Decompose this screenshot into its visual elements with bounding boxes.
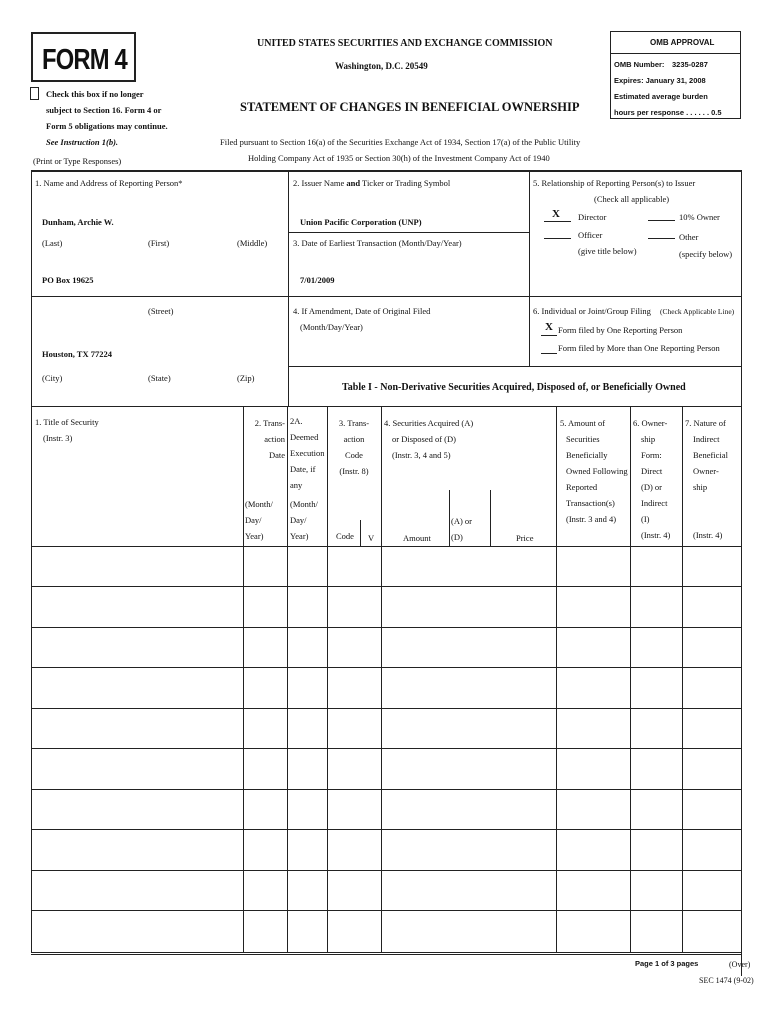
omb-title: OMB APPROVAL <box>650 38 715 47</box>
amendment-label-1: 4. If Amendment, Date of Original Filed <box>293 306 431 316</box>
director-label: Director <box>578 212 607 222</box>
city-label: (City) <box>42 373 63 383</box>
col-nature-indirect: 7. Nature of Indirect Beneficial Owner- ship (Instr. 4) <box>685 418 728 540</box>
first-name-label: (First) <box>148 238 170 248</box>
table1-title: Table I - Non-Derivative Securities Acquired, Disposed of, or Beneficially Owned <box>342 382 686 393</box>
page-count: Page 1 of 3 pages <box>635 959 699 968</box>
sec-form-number: SEC 1474 (9-02) <box>699 976 754 985</box>
ten-percent-owner-label: 10% Owner <box>679 212 720 222</box>
omb-burden-2: hours per response . . . . . . 0.5 <box>614 108 722 117</box>
earliest-transaction-value[interactable]: 7/01/2009 <box>300 275 335 285</box>
issuer-label: 2. Issuer Name and Ticker or Trading Symbol <box>293 178 451 188</box>
col-a-or-d-sub: (A) or (D) <box>451 516 473 542</box>
other-sub-label: (specify below) <box>679 249 733 259</box>
city-value[interactable]: Houston, TX 77224 <box>42 349 112 359</box>
agency-name: UNITED STATES SECURITIES AND EXCHANGE COMMISSION <box>257 38 553 49</box>
col-price-sub: Price <box>516 533 534 543</box>
col-transaction-date-format: (Month/ Day/ Year) <box>245 499 273 541</box>
filing-one-label: Form filed by One Reporting Person <box>558 325 683 335</box>
middle-name-label: (Middle) <box>237 238 268 248</box>
col-securities-acquired: 4. Securities Acquired (A) or Disposed of (D) (Instr. 3, 4 and 5) <box>384 418 474 460</box>
print-type-note: (Print or Type Responses) <box>33 156 122 166</box>
issuer-value[interactable]: Union Pacific Corporation (UNP) <box>300 217 422 227</box>
omb-expires: Expires: January 31, 2008 <box>614 76 706 85</box>
checkbox-instructions: Check this box if no longer subject to Section 16. Form 4 or Form 5 obligations may continue. See Instruction 1(b). <box>46 89 168 147</box>
director-mark[interactable]: X <box>552 208 560 220</box>
omb-number-value: 3235-0287 <box>672 60 708 69</box>
last-name-label: (Last) <box>42 238 63 248</box>
officer-sub-label: (give title below) <box>578 246 637 256</box>
relationship-check: (Check all applicable) <box>594 194 670 204</box>
amendment-label-2: (Month/Day/Year) <box>300 322 363 332</box>
relationship-label: 5. Relationship of Reporting Person(s) to Issuer <box>533 178 696 188</box>
reporting-person-label: 1. Name and Address of Reporting Person* <box>35 178 183 188</box>
officer-label: Officer <box>578 230 603 240</box>
filed-pursuant-line-2: Holding Company Act of 1935 or Section 30(h) of the Investment Company Act of 1940 <box>248 153 550 163</box>
zip-label: (Zip) <box>237 373 255 383</box>
statement-title: STATEMENT OF CHANGES IN BENEFICIAL OWNERSHIP <box>240 100 580 114</box>
street-value[interactable]: PO Box 19625 <box>42 275 94 285</box>
omb-number-label: OMB Number: <box>614 60 665 69</box>
col-amount-sub: Amount <box>403 533 431 543</box>
filed-pursuant-line-1: Filed pursuant to Section 16(a) of the Securities Exchange Act of 1934, Section 17(a) of the Public Utility <box>220 137 581 147</box>
filing-more-label: Form filed by More than One Reporting Person <box>558 343 720 353</box>
earliest-transaction-label: 3. Date of Earliest Transaction (Month/Day/Year) <box>293 238 462 248</box>
col-amount-owned: 5. Amount of Securities Beneficially Owned Following Reported Transaction(s) (Instr. 3 and 4) <box>560 418 628 524</box>
no-longer-subject-checkbox[interactable] <box>30 87 39 100</box>
col-deemed-date-format: (Month/ Day/ Year) <box>290 499 318 541</box>
state-label: (State) <box>148 373 171 383</box>
over-label: (Over) <box>729 960 751 969</box>
other-label: Other <box>679 232 699 242</box>
agency-city: Washington, D.C. 20549 <box>335 61 428 71</box>
street-label: (Street) <box>148 306 174 316</box>
col-v-sub: V <box>368 533 375 543</box>
col-title-of-security: 1. Title of Security (Instr. 3) <box>35 417 99 443</box>
col-transaction-code: 3. Trans- action Code (Instr. 8) <box>338 418 370 476</box>
col-ownership-form: 6. Owner- ship Form: Direct (D) or Indirect (I) (Instr. 4) <box>633 418 671 540</box>
reporting-person-name[interactable]: Dunham, Archie W. <box>42 217 114 227</box>
col-transaction-date: 2. Trans- action Date <box>254 418 285 460</box>
filing-one-mark[interactable]: X <box>545 321 553 333</box>
form-title: FORM 4 <box>42 44 127 76</box>
col-code-sub: Code <box>336 531 354 541</box>
omb-burden-1: Estimated average burden <box>614 92 708 101</box>
filing-check: (Check Applicable Line) <box>660 307 735 316</box>
col-deemed-execution-date: 2A. Deemed Execution Date, if any <box>290 416 325 490</box>
filing-label: 6. Individual or Joint/Group Filing <box>533 306 651 316</box>
